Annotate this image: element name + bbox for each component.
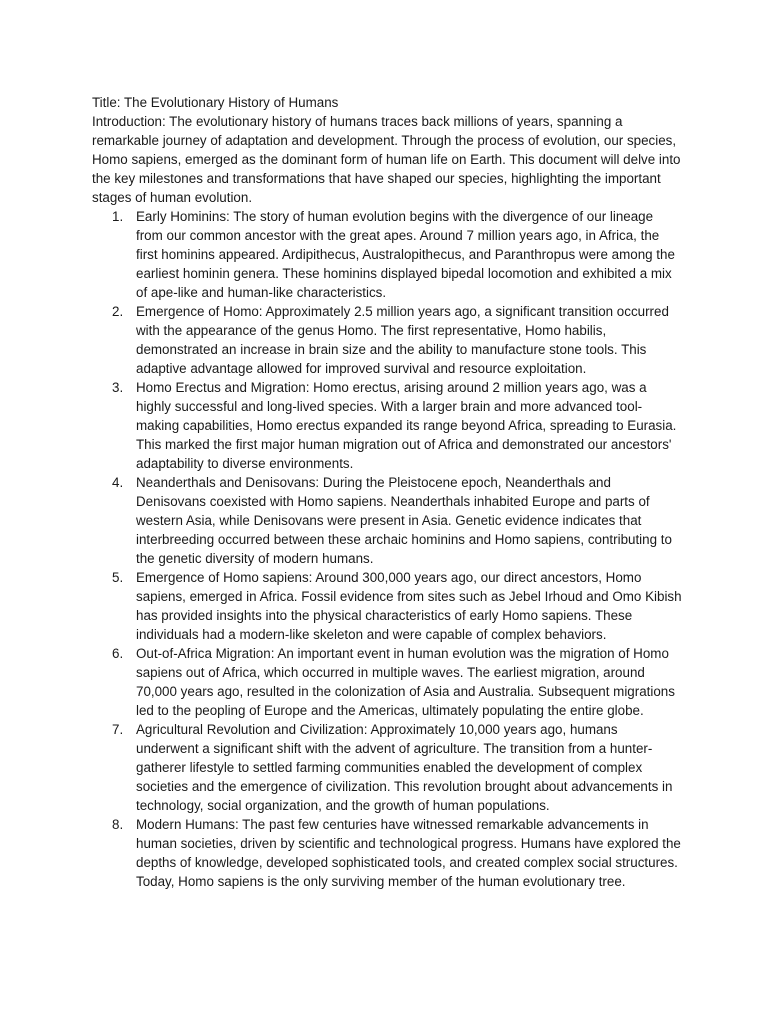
- list-item: Homo Erectus and Migration: Homo erectus, arising around 2 million years ago, was a highly successful and long-lived species. With a larger brain and more advanced tool-making capabilities, Homo erectus expanded its range beyond Africa, spreading to Eurasia. This marked the first major human migration out of Africa and demonstrated our ancestors' adaptability to diverse environments.: [136, 380, 677, 471]
- introduction-paragraph: Introduction: The evolutionary history of humans traces back millions of years, spanning a remarkable journey of adaptation and development. Through the process of evolution, our species, Homo sapiens, emerged as the dominant form of human life on Earth. This document will delve into the key milestones and transformations that have shaped our species, highlighting the important stages of human evolution.: [92, 114, 681, 205]
- list-item: Emergence of Homo: Approximately 2.5 million years ago, a significant transition occurred with the appearance of the genus Homo. The first representative, Homo habilis, demonstrated an increase in brain size and the ability to manufacture stone tools. This adaptive advantage allowed for improved survival and resource exploitation.: [136, 304, 669, 376]
- list-item: Early Hominins: The story of human evolution begins with the divergence of our lineage from our common ancestor with the great apes. Around 7 million years ago, in Africa, the first hominins appeared. Ardipithecus, Australopithecus, and Paranthropus were among the earliest hominin genera. These hominins displayed bipedal locomotion and exhibited a mix of ape-like and human-like characteristics.: [136, 209, 675, 300]
- document-body: [92, 93, 682, 891]
- list-item: Emergence of Homo sapiens: Around 300,000 years ago, our direct ancestors, Homo sapiens, emerged in Africa. Fossil evidence from sites such as Jebel Irhoud and Omo Kibish has provided insights into the physical characteristics of early Homo sapiens. These individuals had a modern-like skeleton and were capable of complex behaviors.: [136, 570, 682, 642]
- list-item: Out-of-Africa Migration: An important event in human evolution was the migration of Homo sapiens out of Africa, which occurred in multiple waves. The earliest migration, around 70,000 years ago, resulted in the colonization of Asia and Australia. Subsequent migrations led to the peopling of Europe and the Americas, ultimately populating the entire globe.: [136, 646, 675, 718]
- milestones-list: [92, 207, 682, 891]
- list-item: Agricultural Revolution and Civilization: Approximately 10,000 years ago, humans underwent a significant shift with the advent of agriculture. The transition from a hunter-gatherer lifestyle to settled farming communities enabled the development of complex societies and the emergence of civilization. This revolution brought about advancements in technology, social organization, and the growth of human populations.: [136, 722, 673, 813]
- list-item: Modern Humans: The past few centuries have witnessed remarkable advancements in human societies, driven by scientific and technological progress. Humans have explored the depths of knowledge, developed sophisticated tools, and created complex social structures. Today, Homo sapiens is the only surviving member of the human evolutionary tree.: [136, 817, 681, 889]
- list-item: Neanderthals and Denisovans: During the Pleistocene epoch, Neanderthals and Denisovans coexisted with Homo sapiens. Neanderthals inhabited Europe and parts of western Asia, while Denisovans were present in Asia. Genetic evidence indicates that interbreeding occurred between these archaic hominins and Homo sapiens, contributing to the genetic diversity of modern humans.: [136, 475, 672, 566]
- document-title: Title: The Evolutionary History of Humans: [92, 95, 339, 110]
